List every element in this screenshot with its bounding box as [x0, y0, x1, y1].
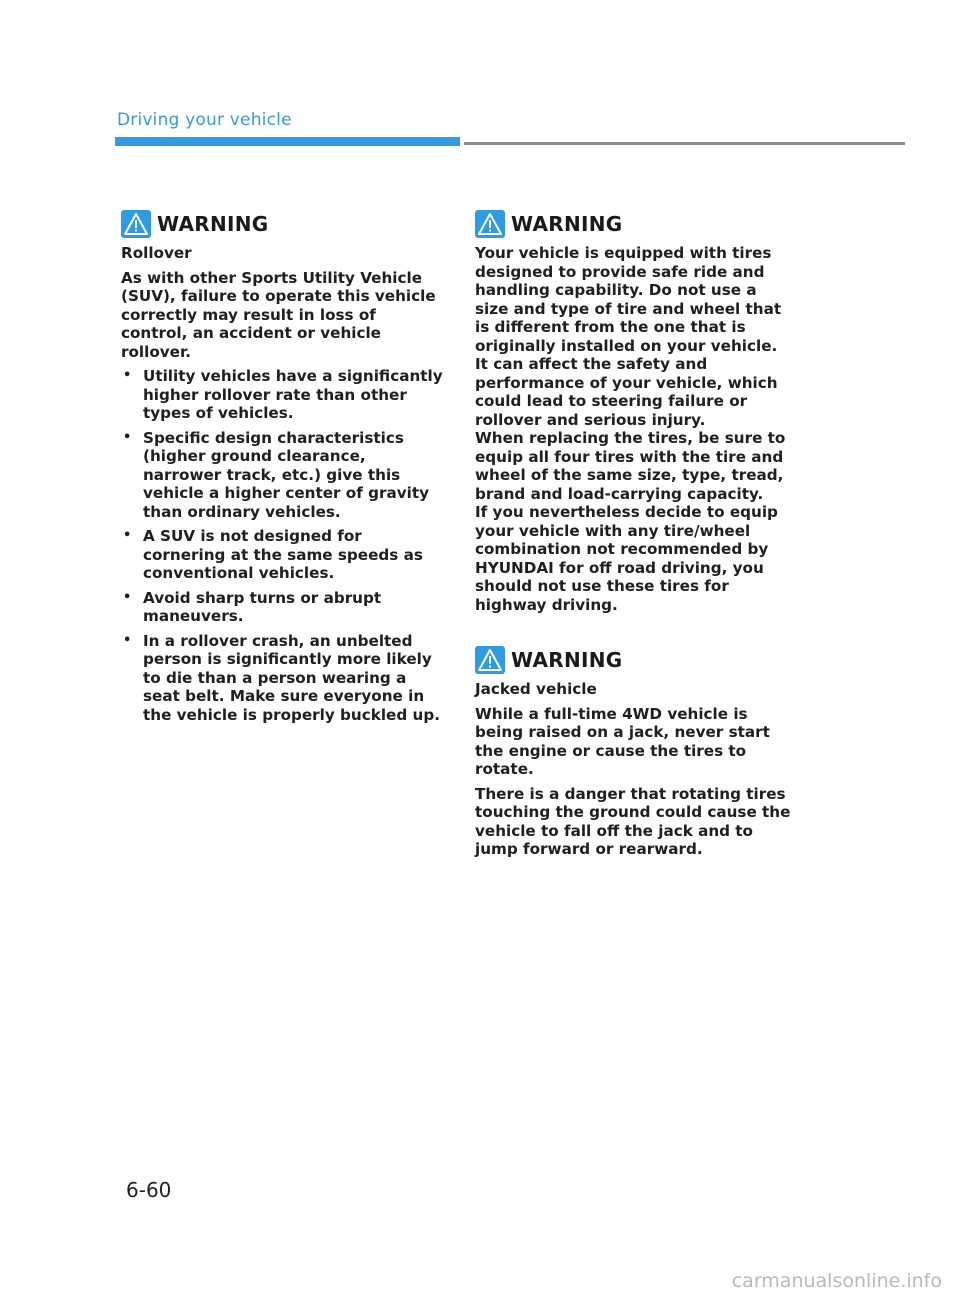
right-column: [475, 210, 795, 865]
header-accent-bar: [115, 137, 460, 146]
warning-header: [121, 210, 446, 238]
warning-intro: As with other Sports Utility Vehicle (SUV), failure to operate this vehicle correctly may result in loss of control, an accident or vehicle rollover.: [121, 268, 436, 361]
spacer: [475, 620, 795, 646]
warning-icon: [121, 210, 151, 238]
list-item: • A SUV is not designed for cornering at the same speeds as conventional vehicles.: [121, 527, 446, 583]
list-item: • Avoid sharp turns or abrupt maneuvers.: [121, 589, 446, 626]
watermark: carmanualsonline.info: [731, 1270, 942, 1292]
warning-bullet-list: [121, 367, 446, 724]
tires-warning-block: [475, 210, 795, 614]
section-title: Driving your vehicle: [117, 110, 292, 130]
warning-body: When replacing the tires, be sure to equip all four tires with the tire and wheel of the same size, type, tread, brand and load-carrying capacity.: [475, 429, 786, 503]
warning-body: There is a danger that rotating tires touching the ground could cause the vehicle to fall off the jack and to jump forward or rearward.: [475, 784, 791, 858]
jacked-warning-block: [475, 646, 795, 859]
warning-icon: [475, 210, 505, 238]
warning-header: [475, 210, 795, 238]
warning-icon: [475, 646, 505, 674]
warning-body: While a full-time 4WD vehicle is being raised on a jack, never start the engine or cause the tires to rotate.: [475, 704, 770, 778]
header-divider: [464, 142, 905, 145]
warning-body: Your vehicle is equipped with tires designed to provide safe ride and handling capability. Do not use a size and type of tire and wheel that is different from the one that is originally installed on your vehicle. It can affect the safety and performance of your vehicle, which could lead to steering failure or rollover and serious injury.: [475, 244, 782, 429]
warning-subtitle: Jacked vehicle: [475, 680, 597, 698]
page-number: 6-60: [126, 1178, 172, 1202]
list-item: • In a rollover crash, an unbelted person is significantly more likely to die than a person wearing a seat belt. Make sure everyone in the vehicle is properly buckled up.: [121, 632, 446, 725]
rollover-warning-block: [121, 210, 446, 730]
warning-body: If you nevertheless decide to equip your vehicle with any tire/wheel combination not recommended by HYUNDAI for off road driving, you should not use these tires for highway driving.: [475, 503, 778, 614]
warning-subtitle: Rollover: [121, 244, 192, 262]
list-item: • Utility vehicles have a significantly higher rollover rate than other types of vehicles.: [121, 367, 446, 423]
list-item: • Specific design characteristics (higher ground clearance, narrower track, etc.) give this vehicle a higher center of gravity than ordinary vehicles.: [121, 429, 446, 522]
warning-title: WARNING: [511, 648, 623, 672]
warning-header: [475, 646, 795, 674]
warning-title: WARNING: [511, 212, 623, 236]
warning-title: WARNING: [157, 212, 269, 236]
